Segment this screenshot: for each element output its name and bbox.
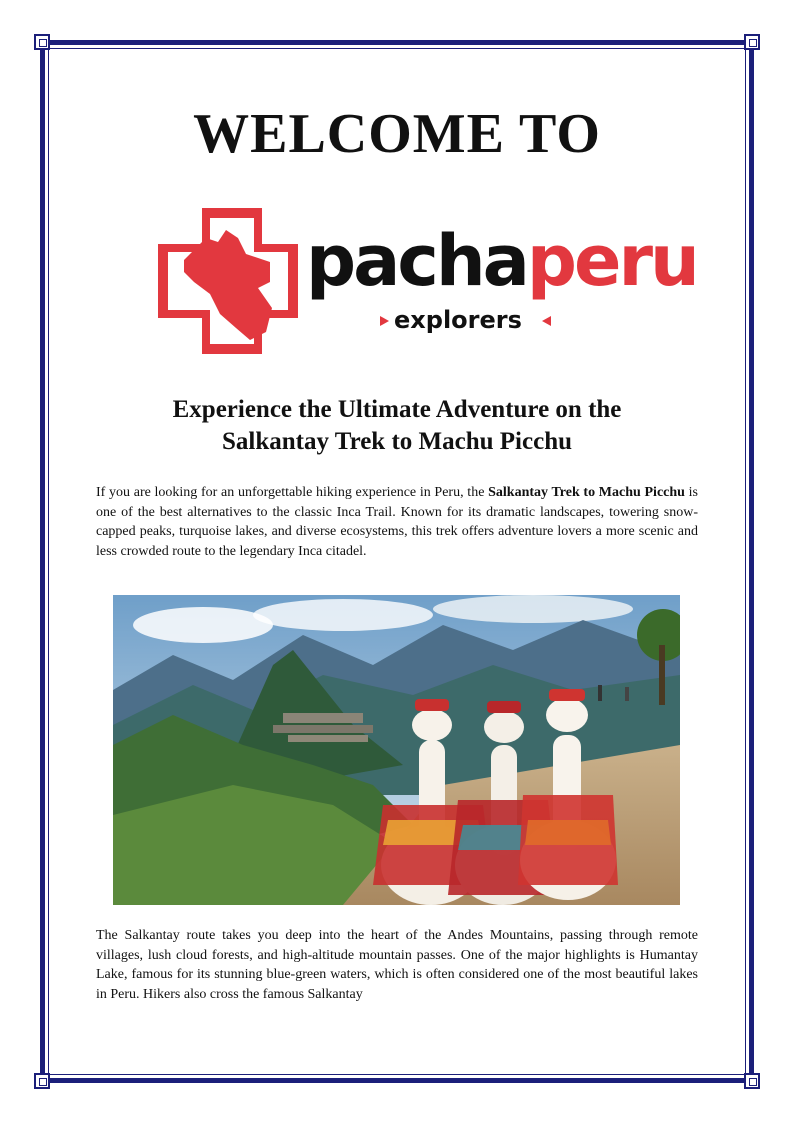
corner-ornament-top-left [34, 34, 50, 50]
brand-wordmark-dark: pacha [306, 220, 527, 302]
heading-line-1: Experience the Ultimate Adventure on the [172, 396, 622, 423]
page-border-inner [48, 48, 746, 1075]
llamas-machu-picchu-photo [113, 595, 680, 905]
body-paragraph: The Salkantay route takes you deep into the heart of the Andes Mountains, passing through remote villages, lush cloud forests, and high-altitude mountain passes. One of the major highlights is Humantay Lake, famous for its stunning blue-green waters, which is often considered one of the most beautiful lakes in Peru. Hikers also cross the famous Salkantay [96, 928, 698, 1002]
intro-text-end: is one of the best alternatives to the classic Inca Trail. Known for its dramatic landscapes, towering snow-capped peaks, turquoise lakes, and diverse ecosystems, this trek offers adventure lovers a more scenic and less crowded route to the legendary Inca citadel. [96, 485, 698, 559]
section-heading [100, 394, 694, 458]
intro-text-start: If you are looking for an unforgettable hiking experience in Peru, the [96, 485, 489, 500]
brand-wordmark [306, 220, 697, 302]
tagline-arrow-right-icon [542, 316, 551, 326]
corner-ornament-bottom-right [744, 1073, 760, 1089]
intro-paragraph [96, 483, 698, 561]
brand-wordmark-red: peru [526, 220, 697, 302]
welcome-title: WELCOME TO [193, 103, 601, 165]
corner-ornament-bottom-left [34, 1073, 50, 1089]
peru-map-logo-icon [158, 208, 298, 354]
brand-tagline: explorers [394, 306, 522, 334]
tagline-arrow-left-icon [380, 316, 389, 326]
corner-ornament-top-right [744, 34, 760, 50]
photo-illustration [113, 595, 680, 905]
pachaperu-logo [158, 208, 697, 358]
heading-line-2: Salkantay Trek to Machu Picchu [221, 428, 573, 455]
intro-bold-link: Salkantay Trek to Machu Picchu [488, 485, 685, 500]
